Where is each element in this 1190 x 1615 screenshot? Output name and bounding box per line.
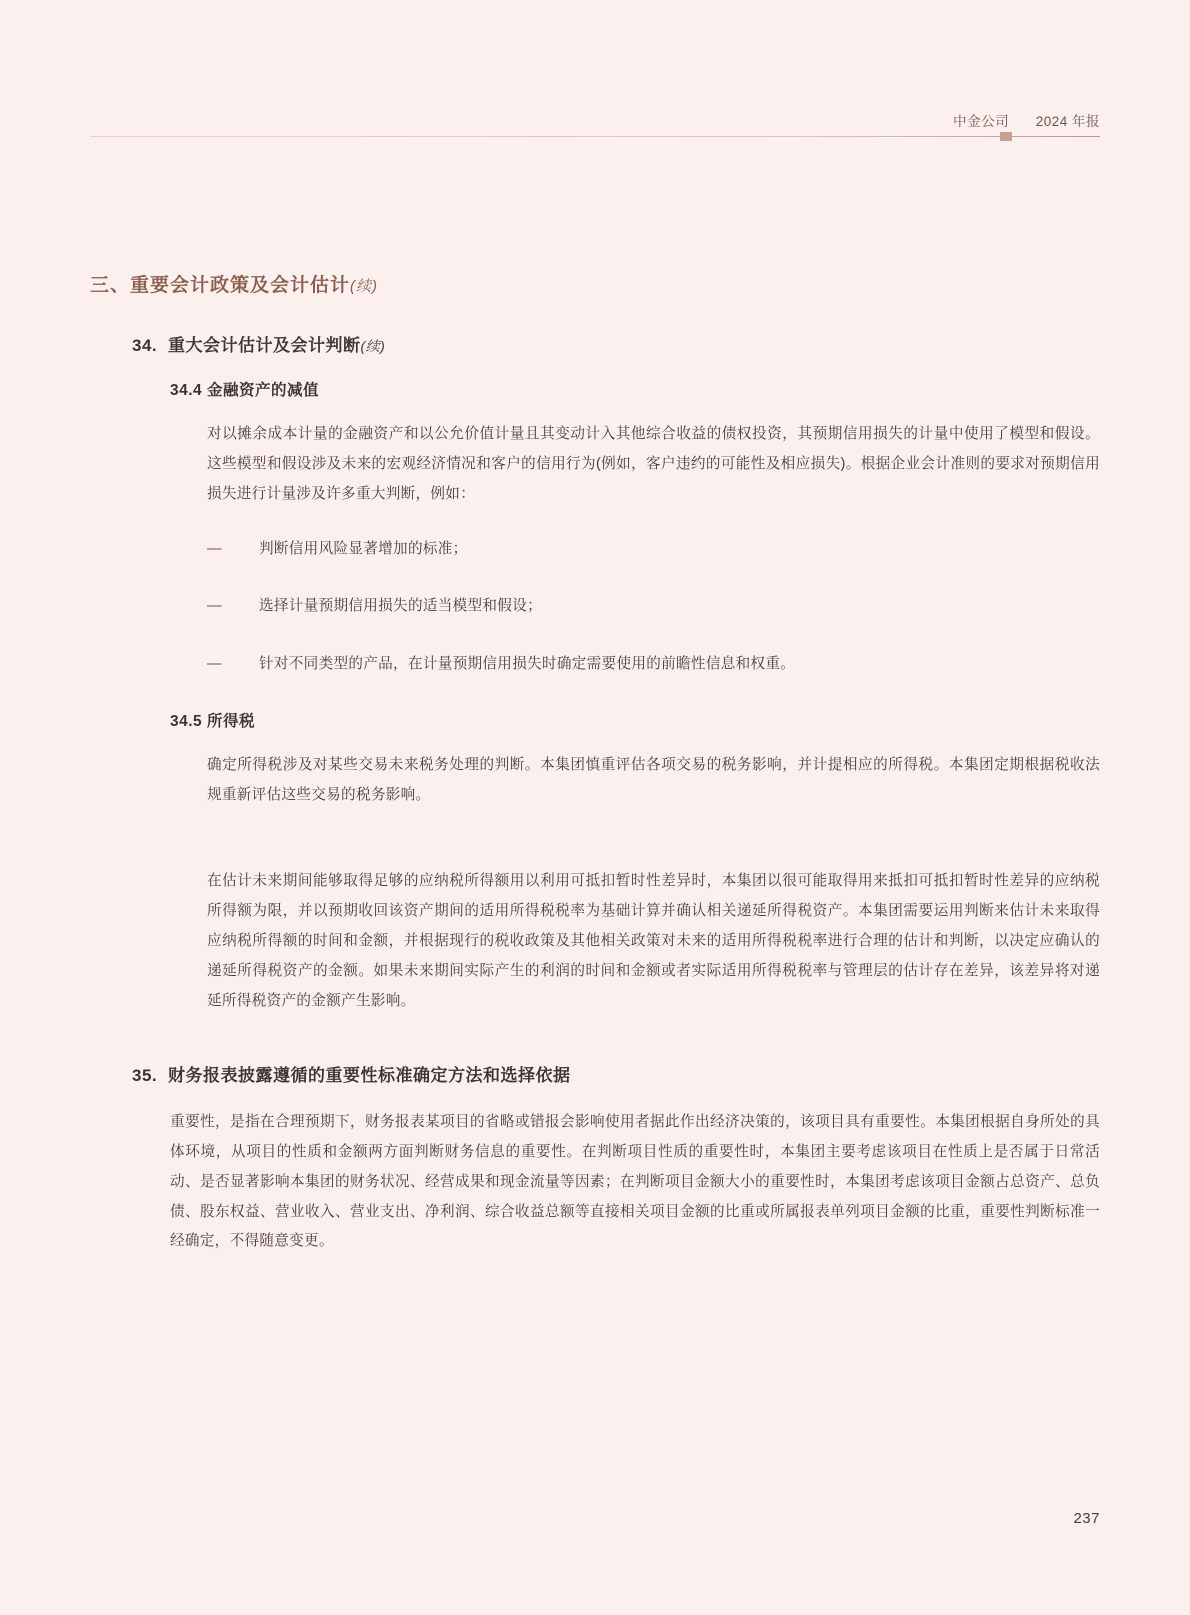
section-title-text: 三、重要会计政策及会计估计 xyxy=(90,275,351,296)
list-item xyxy=(207,651,1100,679)
item-34-4-bullet-list xyxy=(207,536,1100,679)
item-34-4-heading: 34.4 金融资产的减值 xyxy=(170,382,319,399)
document-content xyxy=(90,270,1100,1272)
item-34-heading xyxy=(132,331,1100,356)
item-35-number: 35. xyxy=(132,1065,158,1085)
header-report: 2024 年报 xyxy=(1035,114,1100,129)
item-34-5-heading: 34.5 所得税 xyxy=(170,712,255,730)
item-34-5-paragraph-2: 在估计未来期间能够取得足够的应纳税所得额用以利用可抵扣暂时性差异时，本集团以很可能取得用来抵扣可抵扣暂时性差异的应纳税所得额为限，并以预期收回该资产期间的适用所得税税率为基础计算并确认相关递延所得税资产。本集团需要运用判断来估计未来取得应纳税所得额的时间和金额，并根据现行的税收政策及其他相关政策对未来的适用所得税税率进行合理的估计和判断，以决定应确认的递延所得税资产的金额。如果未来期间实际产生的利润的时间和金额或者实际适用所得税税率与管理层的估计存在差异，该差异将对递延所得税资产的金额产生影响。 xyxy=(207,873,1100,1009)
bullet-dash-icon: — xyxy=(207,598,222,615)
list-item xyxy=(207,593,1100,621)
header-title xyxy=(953,110,1100,130)
header-accent-mark xyxy=(1000,132,1012,141)
page-header xyxy=(90,110,1100,142)
bullet-dash-icon: — xyxy=(207,540,222,557)
list-item-text: 针对不同类型的产品，在计量预期信用损失时确定需要使用的前瞻性信息和权重。 xyxy=(259,656,796,673)
item-34-title: 重大会计估计及会计判断 xyxy=(168,336,361,355)
header-company: 中金公司 xyxy=(953,114,1010,129)
item-34-4-paragraph: 对以摊余成本计量的金融资产和以公允价值计量且其变动计入其他综合收益的债权投资，其预期信用损失的计量中使用了模型和假设。这些模型和假设涉及未来的宏观经济情况和客户的信用行为(例如，客户违约的可能性及相应损失)。根据企业会计准则的要求对预期信用损失进行计量涉及许多重大判断，例如： xyxy=(207,426,1100,502)
item-34-5-paragraph-1: 确定所得税涉及对某些交易未来税务处理的判断。本集团慎重评估各项交易的税务影响，并计提相应的所得税。本集团定期根据税收法规重新评估这些交易的税务影响。 xyxy=(207,756,1100,803)
item-34-continued: (续) xyxy=(360,338,386,354)
list-item-text: 判断信用风险显著增加的标准； xyxy=(259,540,468,557)
list-item-text: 选择计量预期信用损失的适当模型和假设； xyxy=(259,598,542,615)
item-34-number: 34. xyxy=(132,336,158,355)
page-number: 237 xyxy=(1073,1510,1100,1527)
bullet-dash-icon: — xyxy=(207,656,222,673)
header-divider xyxy=(90,136,1100,137)
item-35-paragraph: 重要性，是指在合理预期下，财务报表某项目的省略或错报会影响使用者据此作出经济决策的，该项目具有重要性。本集团根据自身所处的具体环境，从项目的性质和金额两方面判断财务信息的重要性。在判断项目性质的重要性时，本集团主要考虑该项目在性质上是否属于日常活动、是否显著影响本集团的财务状况、经营成果和现金流量等因素；在判断项目金额大小的重要性时，本集团考虑该项目金额占总资产、总负债、股东权益、营业收入、营业支出、净利润、综合收益总额等直接相关项目金额的比重或所属报表单列项目金额的比重，重要性判断标准一经确定，不得随意变更。 xyxy=(170,1113,1100,1250)
paragraph-spacer xyxy=(90,835,1100,853)
section-title-continued: (续) xyxy=(350,278,379,295)
list-item xyxy=(207,536,1100,564)
item-35-heading xyxy=(132,1061,1100,1086)
section-title xyxy=(90,270,1100,297)
item-35-title: 财务报表披露遵循的重要性标准确定方法和选择依据 xyxy=(168,1065,571,1085)
